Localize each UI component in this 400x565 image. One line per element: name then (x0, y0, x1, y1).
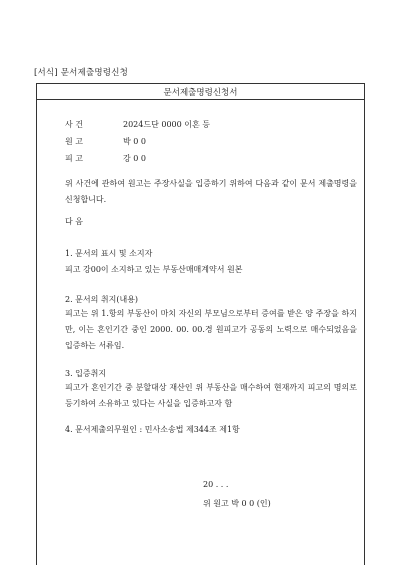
case-label (65, 119, 105, 130)
section-2-title: 2. 문서의 취지(내용) (65, 295, 139, 304)
intro-paragraph: 위 사건에 관하여 원고는 주장사실을 입증하기 위하여 다음과 같이 문서 제출명령을 신청합니다. (65, 179, 357, 204)
plaintiff-label (65, 136, 105, 147)
defendant-label-text: 피 고 (65, 154, 83, 163)
document-title: 문서제출명령신청서 (163, 88, 238, 98)
case-label-text: 사 건 (65, 120, 83, 129)
section-1-body: 피고 강00이 소지하고 있는 부동산매매계약서 원본 (65, 265, 243, 274)
defendant-label (65, 153, 105, 164)
section-4-title: 4. 문서제출의무원인 : 민사소송법 제344조 제1항 (65, 425, 240, 434)
section-3-title: 3. 입증취지 (65, 369, 107, 378)
plaintiff-value: 박 0 0 (123, 137, 146, 146)
title-divider (37, 99, 364, 100)
plaintiff-label-text: 원 고 (65, 137, 83, 146)
section-heading: 다 음 (65, 217, 83, 226)
signature-line: 위 원고 박 0 0 (인) (203, 499, 271, 508)
section-1-title: 1. 문서의 표시 및 소지자 (65, 249, 153, 258)
case-value: 2024드단 0000 이혼 등 (123, 120, 210, 129)
filing-date: 20 . . . (203, 480, 229, 489)
application-form (36, 83, 365, 565)
document-caption: [서식] 문서제출명령신청 (34, 68, 129, 78)
defendant-value: 강 0 0 (123, 154, 146, 163)
section-3-body: 피고가 혼인기간 중 분할대상 재산인 위 부동산을 매수하여 현재까지 피고의 명의로 등기하여 소유하고 있다는 사실을 입증하고자 함 (65, 383, 357, 408)
section-2-body: 피고는 위 1.항의 부동산이 마치 자신의 부모님으로부터 증여를 받은 양 주장을 하지만, 이는 혼인기간 중인 2000. 00. 00.경 원피고가 공동의 노력으로 매수되었음을 입증하는 서류임. (65, 309, 357, 350)
